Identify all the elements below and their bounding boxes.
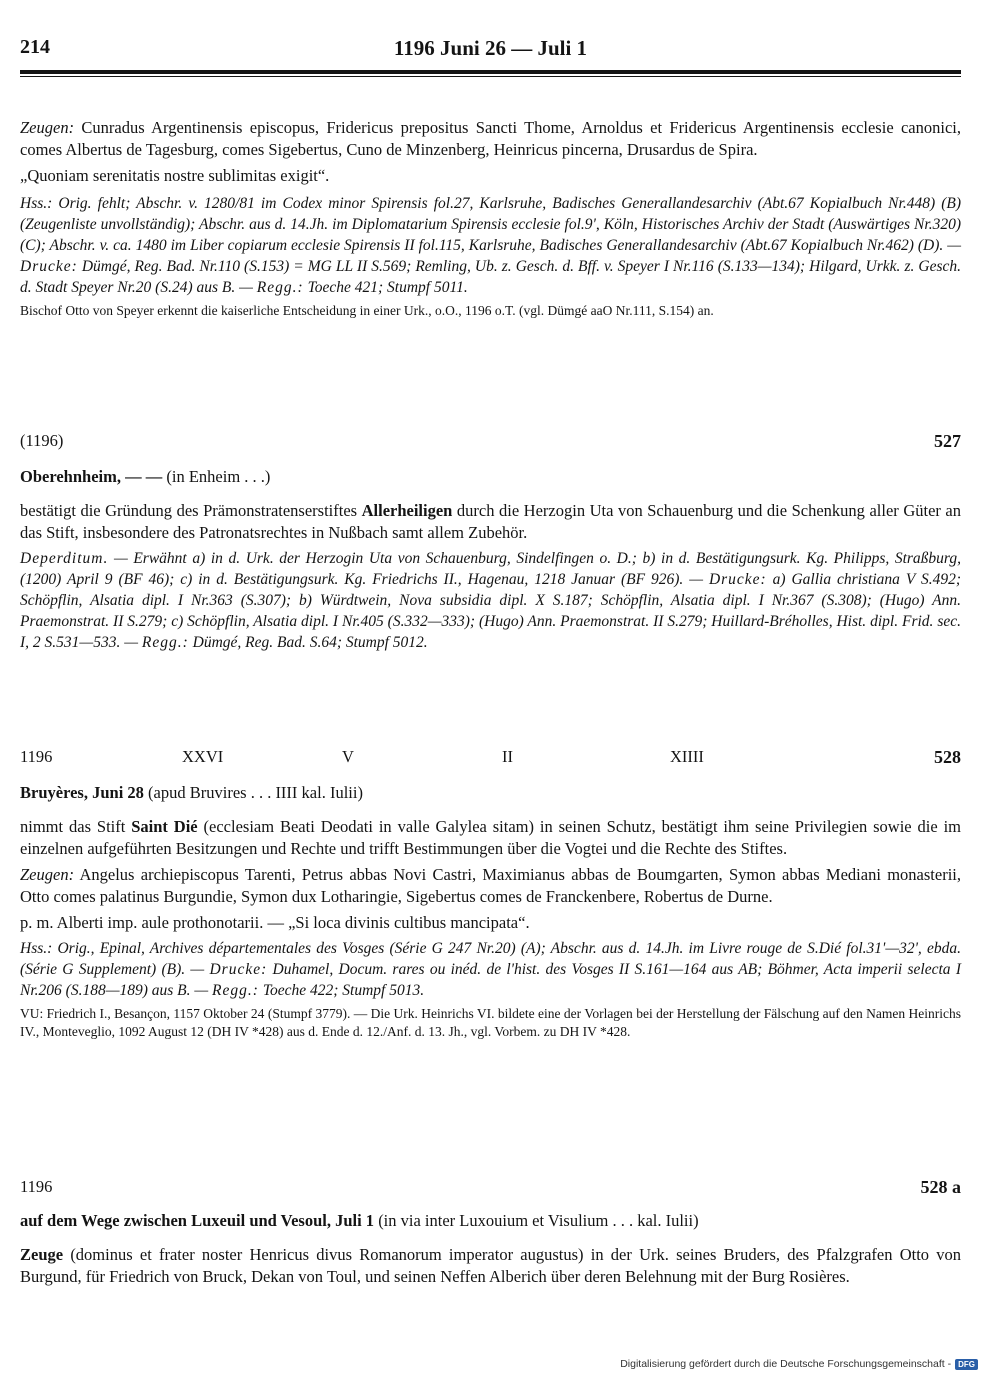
drucke-text: a) Gallia christiana V S.492; Schöpflin, Alsatia dipl. I Nr.363 (S.307); b) Würdtwein, Nova subsidia dipl. X S.187; Schöpflin, Alsatia dipl. I Nr.367 (S.308); (Hugo) Ann. Praemonstrat. II S.279; c) Schöpflin, Alsatia dipl. I Nr.405 (S.332—333); (Hugo) Ann. Praemonstrat. II S.279; Huillard-Bréholles, Hist. dipl. Frid. sec. I, 2 S.531—533. — bbox=[20, 571, 961, 651]
drucke-label: Drucke: bbox=[20, 258, 78, 275]
regnal-year-1: XXVI bbox=[182, 747, 224, 766]
entry-527-year: (1196) bbox=[20, 431, 64, 450]
remark: Bischof Otto von Speyer erkennt die kaiserliche Entscheidung in einer Urk., o.O., 1196 o.T. (vgl. Dümgé aaO Nr.111, S.154) an. bbox=[20, 303, 714, 318]
deperditum-text: — Erwähnt a) in d. Urk. der Herzogin Uta von Schauenburg, Sindelfingen o. D.; b) in d. Bestätigungsurk. Kg. Philipps, Straßburg, (1200) April 9 (BF 46); c) in d. Bestätigungsurk. Kg. Friedrichs II., Hagenau, 1218 Januar (BF 926). — bbox=[20, 550, 961, 588]
entry-528-heading bbox=[20, 747, 961, 771]
entry-528-year: 1196 bbox=[20, 747, 53, 766]
place-name: Oberehnheim, — — bbox=[20, 467, 163, 486]
entry-527-heading bbox=[20, 431, 961, 455]
regnal-year-2: V bbox=[342, 747, 354, 766]
entry-528-body bbox=[20, 816, 961, 1041]
regnal-year-3: II bbox=[502, 747, 513, 766]
witnesses-label: Zeugen: bbox=[20, 865, 75, 884]
dfg-logo: DFG bbox=[955, 1359, 978, 1370]
sources-paragraph bbox=[20, 548, 961, 653]
hss-label: Hss.: bbox=[20, 195, 53, 212]
entry-527-body bbox=[20, 500, 961, 653]
entry-prev bbox=[20, 117, 961, 320]
regest-text-2: durch die Herzogin Uta von Schauenburg und die Schenkung aller Güter an das Stift, insbesondere des Patronatsrechtes in Nußbach samt allem Zubehör. bbox=[20, 501, 961, 542]
regg-text: Toeche 421; Stumpf 5011. bbox=[303, 279, 468, 296]
digitization-footer bbox=[620, 1358, 978, 1370]
hss-label: Hss.: bbox=[20, 940, 53, 957]
hss-text: Orig. fehlt; Abschr. v. 1280/81 im Codex minor Spirensis fol.27, Karlsruhe, Badisches Generallandesarchiv (Abt.67 Kopialbuch Nr.448) (B) (Zeugenliste unvollständig); Abschr. aus d. 14.Jh. im Diplomatarium Spirensis ecclesie fol.9', Köln, Historisches Archiv der Stadt (Auswärtiges Nr.320) (C); Abschr. v. ca. 1480 im Liber copiarum ecclesie Spirensis II fol.115, Karlsruhe, Badisches Generallandesarchiv (Abt.67 Kopialbuch Nr.462) (D). — bbox=[20, 195, 961, 254]
drucke-text: Duhamel, Docum. rares ou inéd. de l'hist. des Vosges II S.161—164 aus AB; Böhmer, Acta imperii selecta I Nr.206 (S.188—189) aus B. — bbox=[20, 961, 961, 999]
running-header bbox=[20, 36, 961, 64]
hss-text: Orig., Epinal, Archives départementales des Vosges (Série G 247 Nr.20) (A); Abschr. aus d. 14.Jh. im Livre rouge de S.Dié fol.31'—32', ebda. (Série G Supplement) (B). — bbox=[20, 940, 961, 978]
entry-528a-place bbox=[20, 1210, 961, 1232]
regest-text-2: (ecclesiam Beati Deodati in valle Galylea sitam) in seinen Schutz, bestätigt ihm seine Privilegien sowie die im einzelnen aufgeführten Besitzungen und Rechte und trifft Bestimmungen über die Vogtei und die Rechte des Stiftes. bbox=[20, 817, 961, 858]
regnal-year-4: XIIII bbox=[670, 747, 704, 766]
header-rule-thick bbox=[20, 70, 961, 74]
footer-text: Digitalisierung gefördert durch die Deutsche Forschungsgemeinschaft - bbox=[620, 1358, 952, 1370]
header-rule-thin bbox=[20, 76, 961, 77]
place-latin: (in Enheim . . .) bbox=[162, 467, 271, 486]
institution-name: Allerheiligen bbox=[361, 501, 453, 520]
regg-label: Regg.: bbox=[141, 634, 189, 651]
regest-text bbox=[20, 500, 961, 544]
entry-528a-number: 528 a bbox=[920, 1177, 961, 1197]
place-name: auf dem Wege zwischen Luxeuil und Vesoul, Juli 1 bbox=[20, 1211, 375, 1230]
regg-label: Regg.: bbox=[212, 982, 259, 999]
drucke-text: Dümgé, Reg. Bad. Nr.110 (S.153) = MG LL II S.569; Remling, Ub. z. Gesch. d. Bff. v. Speyer I Nr.116 (S.133—134); Hilgard, Urkk. z. Gesch. d. Stadt Speyer Nr.20 (S.24) aus B. — bbox=[20, 258, 961, 296]
sources-paragraph bbox=[20, 938, 961, 1001]
page-number: 214 bbox=[20, 36, 50, 58]
sources-paragraph bbox=[20, 193, 961, 298]
regg-text: Dümgé, Reg. Bad. S.64; Stumpf 5012. bbox=[188, 634, 428, 651]
witnesses-paragraph bbox=[20, 117, 961, 161]
drucke-label: Drucke: bbox=[209, 961, 268, 978]
entry-528a-heading bbox=[20, 1177, 961, 1201]
remark: VU: Friedrich I., Besançon, 1157 Oktober 24 (Stumpf 3779). — Die Urk. Heinrichs VI. bildete eine der Vorlagen bei der Herstellung der Fälschung auf den Namen Heinrichs IV., Monteveglio, 1092 August 12 (DH IV *428) aus d. Ende d. 12./Anf. d. 13. Jh., vgl. Vorbem. zu DH IV *428. bbox=[20, 1006, 961, 1039]
witnesses-label: Zeugen: bbox=[20, 118, 75, 137]
entry-528a-body bbox=[20, 1244, 961, 1288]
place-latin: (in via inter Luxouium et Visulium . . . kal. Iulii) bbox=[374, 1211, 699, 1230]
page-title: 1196 Juni 26 — Juli 1 bbox=[393, 36, 588, 60]
regest-keyword: Zeuge bbox=[20, 1245, 64, 1264]
scribe-incipit: p. m. Alberti imp. aule prothonotarii. — „Si loca divinis cultibus mancipata“. bbox=[20, 913, 530, 932]
regest-text bbox=[20, 1244, 961, 1288]
deperditum-label: Deperditum. bbox=[20, 550, 109, 567]
regest-text-1: (dominus et frater noster Henricus divus Romanorum imperator augustus) in der Urk. seines Bruders, des Pfalzgrafen Otto von Burgund, für Friedrich von Bruck, Dekan von Toul, und seinen Neffen Alberich über deren Belehnung mit der Burg Rosières. bbox=[20, 1245, 961, 1286]
entry-528-place bbox=[20, 782, 961, 804]
place-latin: (apud Bruvires . . . IIII kal. Iulii) bbox=[143, 783, 363, 802]
regg-text: Toeche 422; Stumpf 5013. bbox=[258, 982, 425, 999]
entry-527-number: 527 bbox=[934, 431, 961, 451]
witnesses-text: Cunradus Argentinensis episcopus, Fridericus prepositus Sancti Thome, Arnoldus et Fridericus Argentinensis ecclesie canonici, comes Albertus de Tagesburg, comes Sigebertus, Cuno de Minzenberg, Heinricus pincerna, Drusardus de Spira. bbox=[20, 118, 961, 159]
entry-528a-year: 1196 bbox=[20, 1177, 53, 1196]
regest-text bbox=[20, 816, 961, 860]
entry-528-number: 528 bbox=[934, 747, 961, 767]
witnesses-paragraph bbox=[20, 864, 961, 908]
entry-527-place bbox=[20, 466, 961, 488]
regest-text-1: bestätigt die Gründung des Prämonstratenserstiftes bbox=[20, 501, 362, 520]
regest-text-1: nimmt das Stift bbox=[20, 817, 132, 836]
regg-label: Regg.: bbox=[256, 279, 304, 296]
witnesses-text: Angelus archiepiscopus Tarenti, Petrus abbas Novi Castri, Maximianus abbas de Boumgarten, Symon abbas Mediani monasterii, Otto comes palatinus Burgundie, Symon dux Lotharingie, Sigebertus comes de Franckenbere, Robertus de Durne. bbox=[20, 865, 961, 906]
place-name: Bruyères, Juni 28 bbox=[20, 783, 144, 802]
incipit: „Quoniam serenitatis nostre sublimitas exigit“. bbox=[20, 166, 330, 185]
institution-name: Saint Dié bbox=[131, 817, 198, 836]
drucke-label: Drucke: bbox=[708, 571, 767, 588]
